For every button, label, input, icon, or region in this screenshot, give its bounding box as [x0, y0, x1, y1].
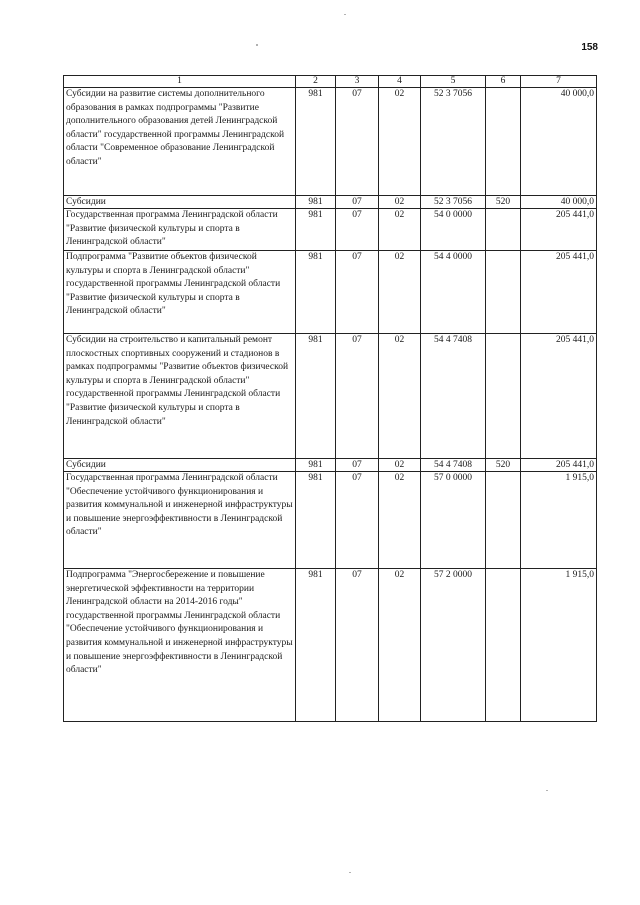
subsection-cell: 02 [379, 472, 421, 569]
column-header: 1 [64, 76, 296, 88]
section-cell: 07 [336, 334, 379, 459]
table-row [64, 334, 597, 459]
target-article-cell: 54 4 7408 [421, 334, 486, 459]
section-cell: 07 [336, 209, 379, 251]
amount-cell: 40 000,0 [521, 88, 597, 196]
section-cell: 07 [336, 459, 379, 472]
subsection-cell: 02 [379, 569, 421, 722]
table-row [64, 209, 597, 251]
row-description: Государственная программа Ленинградской области "Обеспечение устойчивого функционирования и развития коммунальной и инженерной инфраструктуры и повышение энергоэффективности в Ленинградской области" [64, 472, 296, 569]
row-description: Подпрограмма "Энергосбережение и повышение энергетической эффективности на территории Ленинградской области на 2014-2016 годы" государственной программы Ленинградской области "Обеспечение устойчивого функционирования и развития коммунальной и инженерной инфраструктуры и повышение энергоэффективности в Ленинградской области" [64, 569, 296, 722]
admin-code-cell: 981 [296, 196, 336, 209]
budget-table [63, 75, 597, 722]
table-row [64, 251, 597, 334]
expense-type-cell [486, 334, 521, 459]
expense-type-cell: 520 [486, 196, 521, 209]
admin-code-cell: 981 [296, 251, 336, 334]
amount-cell: 205 441,0 [521, 334, 597, 459]
amount-cell: 205 441,0 [521, 459, 597, 472]
scan-speck [546, 790, 548, 791]
expense-type-cell [486, 251, 521, 334]
amount-cell: 205 441,0 [521, 251, 597, 334]
row-description: Субсидии [64, 459, 296, 472]
expense-type-cell: 520 [486, 459, 521, 472]
expense-type-cell [486, 472, 521, 569]
section-cell: 07 [336, 251, 379, 334]
subsection-cell: 02 [379, 459, 421, 472]
admin-code-cell: 981 [296, 459, 336, 472]
target-article-cell: 52 3 7056 [421, 88, 486, 196]
target-article-cell: 54 0 0000 [421, 209, 486, 251]
scan-speck [344, 14, 346, 15]
subsection-cell: 02 [379, 196, 421, 209]
row-description: Государственная программа Ленинградской области "Развитие физической культуры и спорта в Ленинградской области" [64, 209, 296, 251]
column-header: 4 [379, 76, 421, 88]
scan-speck [349, 872, 351, 873]
table-row [64, 459, 597, 472]
section-cell: 07 [336, 472, 379, 569]
expense-type-cell [486, 569, 521, 722]
row-description: Подпрограмма "Развитие объектов физической культуры и спорта в Ленинградской области" государственной программы Ленинградской области "Развитие физической культуры и спорта в Ленинградской области" [64, 251, 296, 334]
column-header: 5 [421, 76, 486, 88]
target-article-cell: 54 4 0000 [421, 251, 486, 334]
table-row [64, 472, 597, 569]
section-cell: 07 [336, 88, 379, 196]
section-cell: 07 [336, 196, 379, 209]
column-header: 2 [296, 76, 336, 88]
target-article-cell: 57 0 0000 [421, 472, 486, 569]
subsection-cell: 02 [379, 209, 421, 251]
target-article-cell: 52 3 7056 [421, 196, 486, 209]
table-row [64, 196, 597, 209]
amount-cell: 205 441,0 [521, 209, 597, 251]
admin-code-cell: 981 [296, 88, 336, 196]
column-header: 7 [521, 76, 597, 88]
target-article-cell: 57 2 0000 [421, 569, 486, 722]
table-row [64, 569, 597, 722]
row-description: Субсидии [64, 196, 296, 209]
row-description: Субсидии на строительство и капитальный ремонт плоскостных спортивных сооружений и стадионов в рамках подпрограммы "Развитие объектов физической культуры и спорта в Ленинградской области" государственной программы Ленинградской области "Развитие физической культуры и спорта в Ленинградской области" [64, 334, 296, 459]
amount-cell: 1 915,0 [521, 472, 597, 569]
column-header: 3 [336, 76, 379, 88]
scan-speck [256, 44, 258, 46]
row-description: Субсидии на развитие системы дополнительного образования в рамках подпрограммы "Развитие дополнительного образования детей Ленинградской области" государственной программы Ленинградской области "Современное образование Ленинградской области" [64, 88, 296, 196]
admin-code-cell: 981 [296, 334, 336, 459]
table-row [64, 88, 597, 196]
admin-code-cell: 981 [296, 472, 336, 569]
amount-cell: 40 000,0 [521, 196, 597, 209]
expense-type-cell [486, 209, 521, 251]
section-cell: 07 [336, 569, 379, 722]
target-article-cell: 54 4 7408 [421, 459, 486, 472]
subsection-cell: 02 [379, 334, 421, 459]
amount-cell: 1 915,0 [521, 569, 597, 722]
page-number: 158 [581, 42, 598, 53]
table-header-row [64, 76, 597, 88]
expense-type-cell [486, 88, 521, 196]
column-header: 6 [486, 76, 521, 88]
subsection-cell: 02 [379, 251, 421, 334]
admin-code-cell: 981 [296, 569, 336, 722]
admin-code-cell: 981 [296, 209, 336, 251]
subsection-cell: 02 [379, 88, 421, 196]
